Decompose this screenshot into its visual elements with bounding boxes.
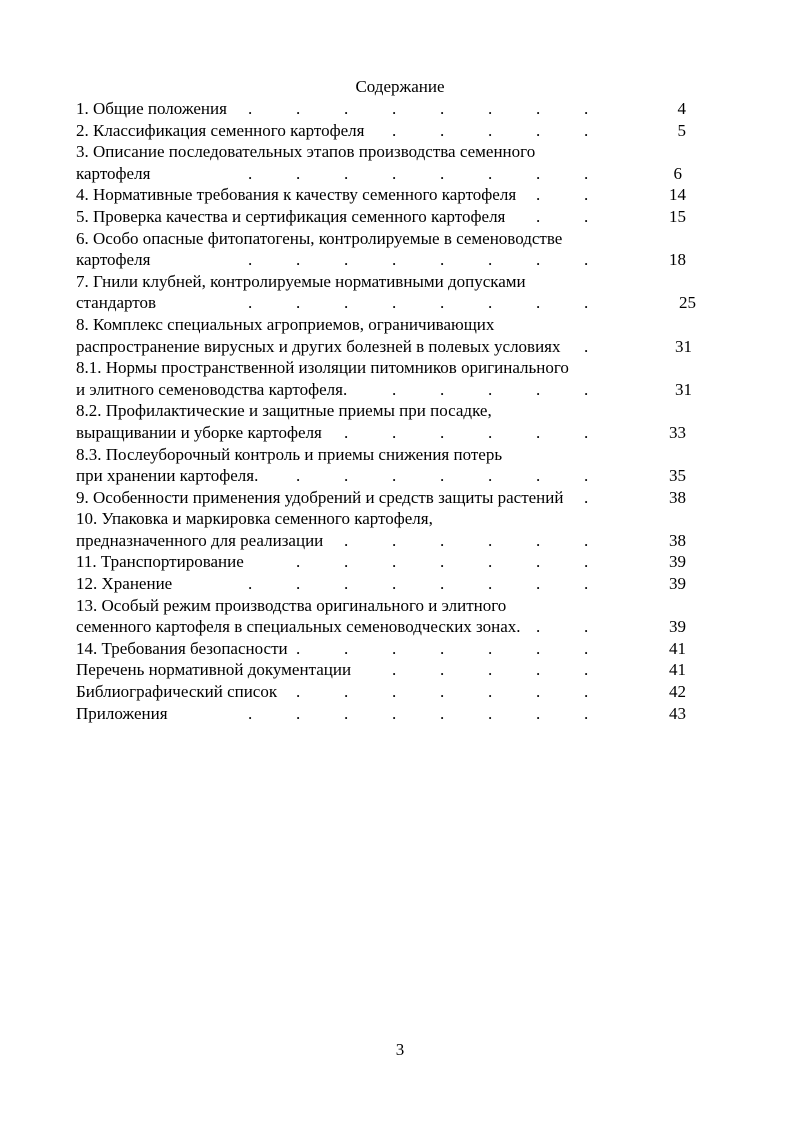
toc-entry	[76, 314, 696, 336]
toc-entry	[76, 703, 696, 725]
toc-entry	[76, 595, 696, 617]
toc-entry-page: 41	[669, 638, 686, 658]
toc-entry-text: и элитного семеноводства картофеля.	[76, 379, 348, 399]
toc-entry-text: 3. Описание последовательных этапов производства семенного	[76, 142, 536, 162]
toc-entry	[76, 487, 696, 509]
toc-entry-page: 15	[669, 206, 686, 226]
toc-entry-text: 11. Транспортирование	[76, 552, 244, 572]
toc-entry-text: 5. Проверка качества и сертификация семенного картофеля	[76, 206, 506, 226]
toc-entry-text: картофеля	[76, 250, 151, 270]
leader-dots: . . . . .	[392, 660, 589, 680]
toc-entry-text: распространение вирусных и других болезней в полевых условиях	[76, 336, 561, 356]
toc-entry	[76, 573, 696, 595]
toc-entry-text: стандартов	[76, 293, 157, 313]
toc-entry-text: 4. Нормативные требования к качеству семенного картофеля	[76, 185, 517, 205]
page-title: Содержание	[355, 77, 445, 96]
toc-entry-page: 14	[669, 185, 686, 205]
leader-dots: . . . . . . . .	[248, 293, 589, 313]
leader-dots: . .	[536, 617, 589, 637]
toc-entry-text: 8.1. Нормы пространственной изоляции питомников оригинального	[76, 358, 569, 378]
leader-dots: . . . . . . . .	[248, 250, 589, 270]
toc-entry	[76, 681, 696, 703]
toc-entry-page: 38	[669, 487, 686, 507]
toc-entry	[76, 400, 696, 422]
toc-entry-page: 6	[673, 163, 682, 183]
toc-entry	[76, 508, 696, 530]
toc-entry-page: 33	[669, 422, 686, 442]
toc-entry-text: 6. Особо опасные фитопатогены, контролируемые в семеноводстве	[76, 228, 563, 248]
toc-entry	[76, 271, 696, 293]
toc-entry-page: 41	[669, 660, 686, 680]
toc-entry-text: семенного картофеля в специальных семеноводческих зонах.	[76, 617, 521, 637]
toc-entry-text: 8.3. Послеуборочный контроль и приемы снижения потерь	[76, 444, 503, 464]
toc-entry	[76, 163, 696, 185]
toc-entry-text: 10. Упаковка и маркировка семенного картофеля,	[76, 509, 433, 529]
toc-entry-text: выращивании и уборке картофеля	[76, 422, 322, 442]
toc-entry-page: 43	[669, 703, 686, 723]
toc-entry	[76, 249, 696, 271]
leader-dots: . . . . . . . .	[248, 574, 589, 594]
toc-entry-text: при хранении картофеля.	[76, 466, 259, 486]
leader-dots: . . . . . . .	[296, 682, 589, 702]
toc-entry	[76, 292, 696, 314]
toc-entry	[76, 379, 696, 401]
leader-dots: . . . . . . .	[296, 466, 589, 486]
leader-dots: . .	[536, 185, 589, 205]
toc-entry-page: 31	[675, 336, 692, 356]
toc-entry-text: картофеля	[76, 163, 151, 183]
leader-dots: .	[584, 336, 589, 356]
page-number: 3	[395, 1040, 405, 1059]
toc-entry-text: Перечень нормативной документации	[76, 660, 352, 680]
toc-entry-page: 39	[669, 617, 686, 637]
toc-entry-text: 2. Классификация семенного картофеля	[76, 120, 365, 140]
toc-entry-text: 14. Требования безопасности	[76, 638, 288, 658]
toc-entry-page: 18	[669, 250, 686, 270]
leader-dots: . . . . .	[392, 120, 589, 140]
toc-entry	[76, 659, 696, 681]
toc-entry-text: 13. Особый режим производства оригинального и элитного	[76, 595, 507, 615]
toc-entry	[76, 465, 696, 487]
toc-entry	[76, 357, 696, 379]
leader-dots: . . . . . . . .	[248, 703, 589, 723]
toc-entry-text: предназначенного для реализации	[76, 530, 324, 550]
toc-entry	[76, 184, 696, 206]
leader-dots: . . . . . . . .	[248, 163, 589, 183]
toc-entry-text: Приложения	[76, 703, 168, 723]
toc-entry	[76, 616, 696, 638]
toc-entry	[76, 141, 696, 163]
toc-entry	[76, 551, 696, 573]
leader-dots: . . . . . .	[344, 422, 589, 442]
toc-entry-page: 25	[679, 293, 696, 313]
toc-entry	[76, 120, 696, 142]
leader-dots: . . . . . .	[344, 530, 589, 550]
toc-entry	[76, 206, 696, 228]
table-of-contents	[76, 98, 696, 724]
toc-entry-text: 8.2. Профилактические и защитные приемы при посадке,	[76, 401, 492, 421]
toc-entry-text: 9. Особенности применения удобрений и средств защиты растений	[76, 487, 564, 507]
leader-dots: . . . . .	[392, 379, 589, 399]
toc-entry-text: 8. Комплекс специальных агроприемов, ограничивающих	[76, 314, 495, 334]
toc-entry-page: 39	[669, 552, 686, 572]
toc-entry-page: 39	[669, 574, 686, 594]
toc-entry	[76, 422, 696, 444]
leader-dots: . . . . . . .	[296, 638, 589, 658]
leader-dots: . .	[536, 206, 589, 226]
toc-entry-page: 42	[669, 682, 686, 702]
toc-entry	[76, 638, 696, 660]
toc-entry-page: 31	[675, 379, 692, 399]
toc-entry	[76, 228, 696, 250]
leader-dots: . . . . . . .	[296, 552, 589, 572]
toc-entry	[76, 444, 696, 466]
toc-entry-page: 5	[677, 120, 686, 140]
toc-entry	[76, 336, 696, 358]
toc-entry-page: 4	[677, 99, 686, 118]
toc-entry-text: 7. Гнили клубней, контролируемые нормативными допусками	[76, 271, 526, 291]
toc-entry	[76, 98, 696, 120]
toc-entry	[76, 530, 696, 552]
leader-dots: . . . . . . . .	[248, 99, 589, 118]
toc-entry-text: Библиографический список	[76, 682, 278, 702]
toc-entry-page: 38	[669, 530, 686, 550]
toc-entry-page: 35	[669, 466, 686, 486]
toc-entry-text: 12. Хранение	[76, 574, 173, 594]
toc-entry-text: 1. Общие положения	[76, 99, 227, 118]
leader-dots: .	[584, 487, 589, 507]
